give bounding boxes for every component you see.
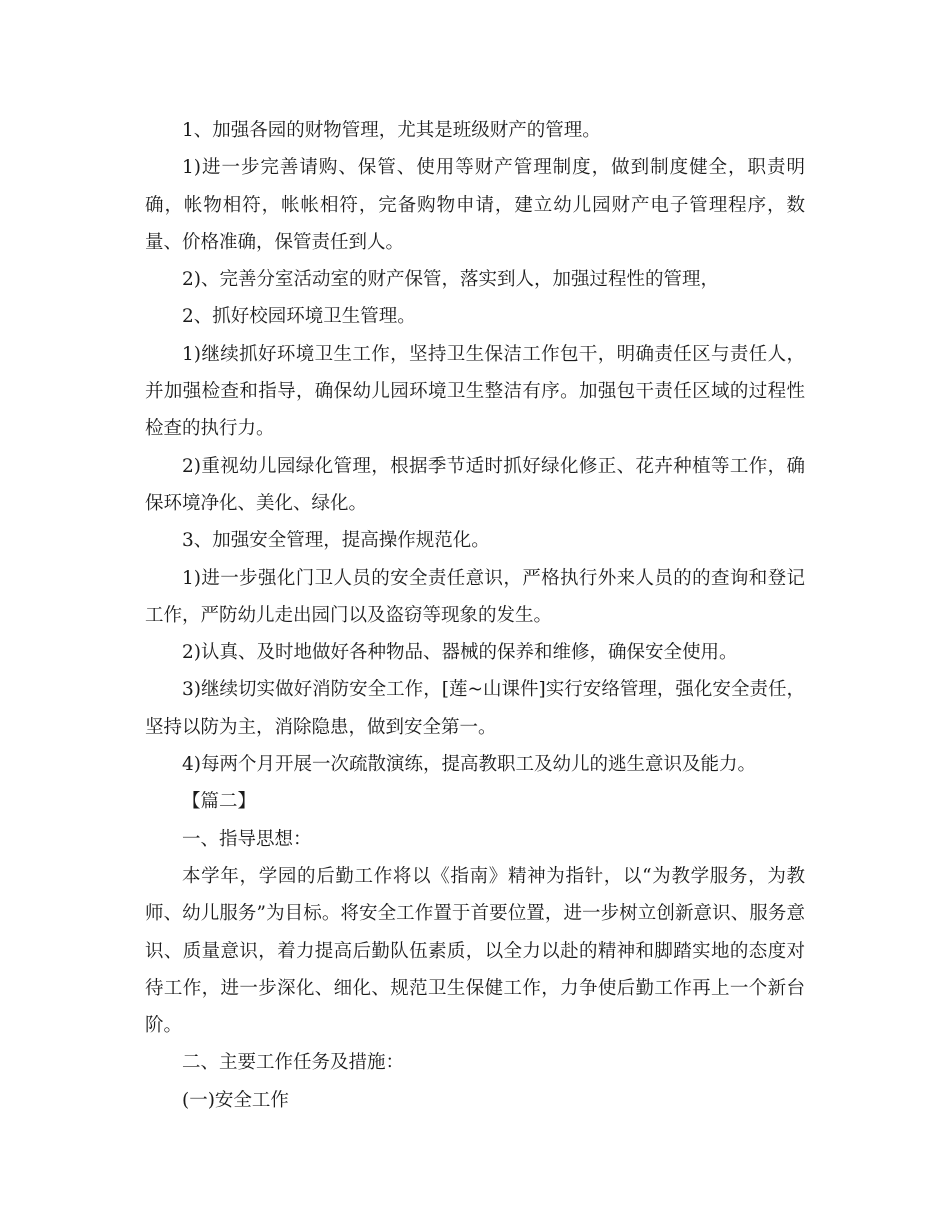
paragraph-fire-safety: 3)继续切实做好消防安全工作，[莲~山课件]实行安络管理，强化安全责任，坚持以防为主，消除隐患，做到安全第一。 [145,679,805,738]
paragraph-guard-duty: 1)进一步强化门卫人员的安全责任意识，严格执行外来人员的的查询和登记工作，严防幼儿走出园门以及盗窃等现象的发生。 [145,567,805,626]
paragraph-guiding-thought: 本学年，学园的后勤工作将以《指南》精神为指针，以“为教学服务，为教师、幼儿服务”为目标。将安全工作置于首要位置，进一步树立创新意识、服务意识、质量意识，着力提高后勤队伍素质，以全力以赴的精神和脚踏实地的态度对待工作，进一步深化、细化、规范卫生保健工作，力争使后勤工作再上一个新台阶。 [145,865,805,1037]
paragraph-hygiene-heading: 2、抓好校园环境卫生管理。 [182,306,416,328]
paragraph-evacuation-drill: 4)每两个月开展一次疏散演练，提高教职工及幼儿的逃生意识及能力。 [182,754,756,776]
paragraph-safety-heading: 3、加强安全管理，提高操作规范化。 [182,530,490,552]
paragraph-room-property: 2)、完善分室活动室的财产保管，落实到人，加强过程性的管理， [182,269,719,291]
paragraph-guiding-thought-heading: 一、指导思想： [182,828,312,850]
document-page [145,112,805,1119]
paragraph-purchase-system: 1)进一步完善请购、保管、使用等财产管理制度，做到制度健全，职责明确，帐物相符，帐帐相符，完备购物申请，建立幼儿园财产电子管理程序，数量、价格准确，保管责任到人。 [145,157,805,253]
paragraph-property-management-heading: 1、加强各园的财物管理，尤其是班级财产的管理。 [182,120,601,141]
paragraph-hygiene-work: 1)继续抓好环境卫生工作，坚持卫生保洁工作包干，明确责任区与责任人，并加强检查和指导，确保幼儿园环境卫生整洁有序。加强包干责任区域的过程性检查的执行力。 [145,343,805,440]
paragraph-safety-work-heading: (一)安全工作 [182,1089,289,1111]
paragraph-main-tasks-heading: 二、主要工作任务及措施： [182,1052,405,1074]
paragraph-maintenance: 2)认真、及时地做好各种物品、器械的保养和维修，确保安全使用。 [182,642,738,664]
paragraph-greening: 2)重视幼儿园绿化管理，根据季节适时抓好绿化修正、花卉种植等工作，确保环境净化、美化、绿化。 [145,455,805,514]
section-heading-part-two: 【篇二】 [182,791,257,813]
